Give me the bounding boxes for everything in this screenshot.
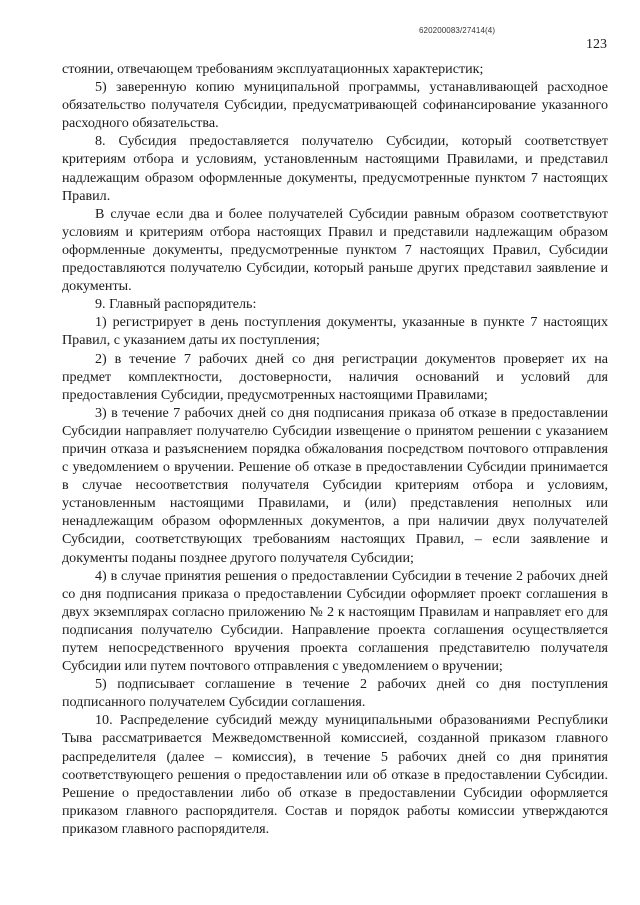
paragraph-continuation: стоянии, отвечающем требованиям эксплуатационных характеристик; <box>62 61 484 77</box>
paragraph-clause-8: 8. Субсидия предоставляется получателю Субсидии, который соответствует критериям отбора и условиям, установленным настоящими Правилами, и представил надлежащим образом оформленные документы, предусмотренные пунктом 7 настоящих Правил. <box>62 133 608 204</box>
paragraph-clause-9-item-1: 1) регистрирует в день поступления документы, указанные в пункте 7 настоящих Правил, с указанием даты их поступления; <box>62 314 608 349</box>
paragraph-clause-9-item-2: 2) в течение 7 рабочих дней со дня регистрации документов проверяет их на предмет комплектности, достоверности, наличия оснований и условий для предоставления Субсидии, предусмотренных настоящими Правилами; <box>62 350 608 403</box>
paragraph-clause-9-heading: 9. Главный распорядитель: <box>95 296 257 313</box>
document-body <box>62 60 608 838</box>
paragraph-clause-9-item-3: 3) в течение 7 рабочих дней со дня подписания приказа об отказе в предоставлении Субсидии направляет получателю Субсидии извещение о принятом решении с указанием причин отказа и разъяснением порядка обжалования посредством почтового отправления с уведомлением о вручении. Решение об отказе в предоставлении Субсидии принимается в случае несоответствия получателя Субсидии критериям отбора и условиям, установленным настоящими Правилами, и (или) представления неполных или ненадлежащим образом оформленных документов, а при наличии двух получателей Субсидии, соответствующих требованиям настоящих Правил, – если заявление и документы поданы позднее другого получателя Субсидии; <box>62 404 608 566</box>
paragraph-clause-9-item-4: 4) в случае принятия решения о предоставлении Субсидии в течение 2 рабочих дней со дня подписания приказа о предоставлении Субсидии оформляет проект соглашения в двух экземплярах согласно приложению № 2 к настоящим Правилам и направляет его для подписания получателю Субсидии. Направление проекта соглашения осуществляется путем непосредственного вручения проекта соглашения представителю получателя Субсидии или путем почтового отправления с уведомлением о вручении; <box>62 567 608 675</box>
paragraph-item-5-municipal-program: 5) заверенную копию муниципальной программы, устанавливающей расходное обязательство получателя Субсидии, предусматривающей софинансирование указанного расходного обязательства. <box>62 79 608 132</box>
document-code: 620200083/27414(4) <box>419 26 496 35</box>
paragraph-clause-10: 10. Распределение субсидий между муниципальными образованиями Республики Тыва рассматривается Межведомственной комиссией, созданной приказом главного распределителя (далее – комиссия), в течение 5 рабочих дней со дня принятия соответствующего решения о предоставлении или об отказе в предоставлении Субсидии. Решение о предоставлении либо об отказе в предоставлении Субсидии оформляется приказом главного распорядителя. Состав и порядок работы комиссии утверждаются приказом главного распорядителя. <box>62 712 608 837</box>
paragraph-equal-recipients: В случае если два и более получателей Субсидии равным образом соответствуют условиям и критериям отбора настоящих Правил и представили надлежащим образом оформленные документы, предусмотренные пунктом 7 настоящих Правил, Субсидии предоставляются получателю Субсидии, который раньше других представил заявление и документы. <box>62 205 608 295</box>
page-number: 123 <box>586 37 607 52</box>
paragraph-clause-9-item-5: 5) подписывает соглашение в течение 2 рабочих дней со дня поступления подписанного получателем Субсидии соглашения. <box>62 676 608 711</box>
